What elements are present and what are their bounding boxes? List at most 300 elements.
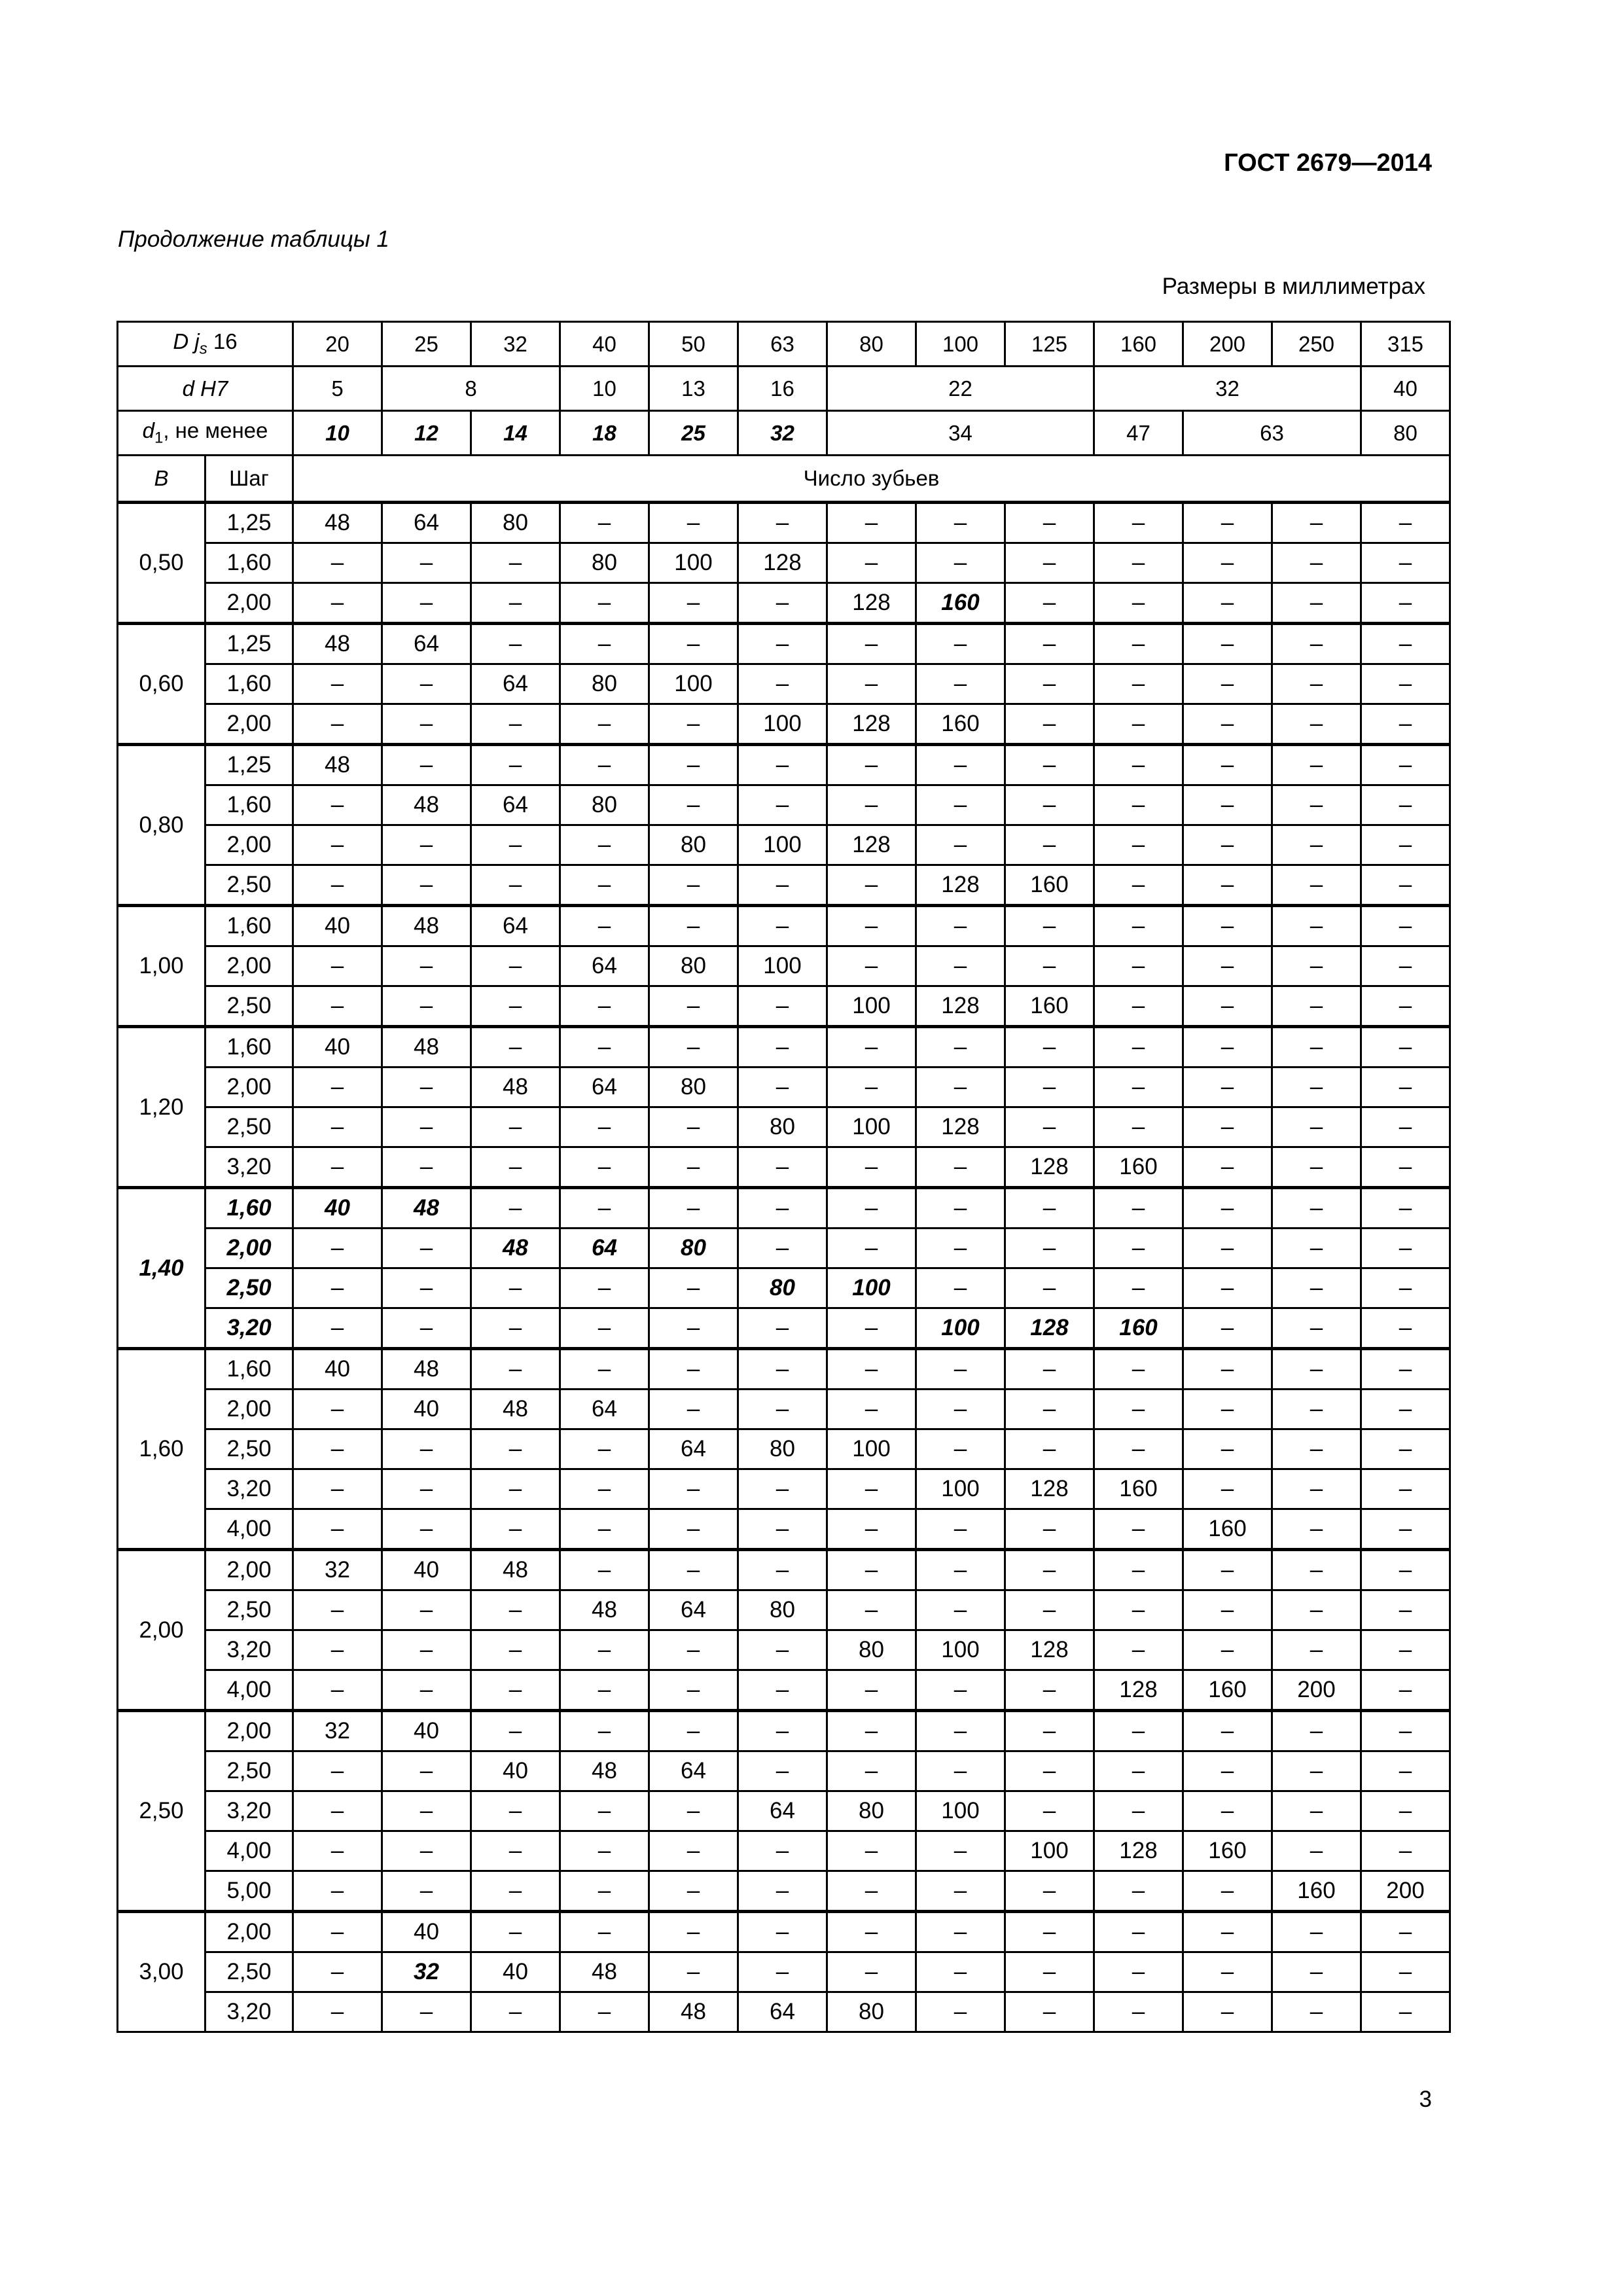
teeth-count-cell: – [1094, 906, 1183, 946]
teeth-count-cell: 48 [382, 906, 471, 946]
teeth-count-cell: – [649, 1670, 738, 1711]
teeth-count-cell: – [293, 1469, 382, 1509]
teeth-count-cell: 100 [738, 946, 827, 986]
teeth-count-cell: – [382, 1590, 471, 1630]
teeth-count-cell: – [1361, 1390, 1450, 1429]
teeth-count-cell: – [1361, 986, 1450, 1027]
teeth-count-cell: – [1272, 1027, 1361, 1067]
teeth-count-cell: – [1005, 1871, 1094, 1912]
teeth-count-cell: 64 [471, 906, 560, 946]
teeth-count-cell: 80 [827, 1992, 916, 2032]
teeth-count-cell: – [382, 704, 471, 745]
width-cell: 1,60 [118, 1349, 205, 1550]
bore-diameter-label: d H7 [118, 367, 293, 411]
teeth-count-cell: – [1272, 1831, 1361, 1871]
table-continuation-title: Продолжение таблицы 1 [118, 226, 389, 252]
step-cell: 1,60 [205, 664, 293, 704]
table-row [118, 664, 1450, 704]
teeth-count-cell: – [1183, 1390, 1272, 1429]
teeth-count-cell: – [382, 1751, 471, 1791]
table-row [118, 1670, 1450, 1711]
teeth-count-cell: – [738, 1229, 827, 1268]
teeth-count-cell: – [827, 1027, 916, 1067]
teeth-count-cell: – [1272, 1992, 1361, 2032]
teeth-count-cell: – [471, 1912, 560, 1952]
teeth-count-cell: 80 [471, 503, 560, 543]
teeth-count-cell: 128 [916, 865, 1005, 906]
teeth-count-cell: – [471, 946, 560, 986]
teeth-count-cell: – [471, 1308, 560, 1349]
teeth-count-cell: – [738, 1670, 827, 1711]
bore-diameter-value: 32 [1094, 367, 1361, 411]
teeth-count-cell: – [560, 1630, 649, 1670]
teeth-count-cell: – [471, 624, 560, 664]
teeth-count-cell: – [1361, 624, 1450, 664]
teeth-count-cell: – [1094, 664, 1183, 704]
teeth-count-cell: – [827, 1390, 916, 1429]
teeth-count-cell: 160 [1183, 1831, 1272, 1871]
teeth-count-cell: – [382, 745, 471, 785]
header-row-labels [118, 456, 1450, 503]
teeth-count-cell: – [649, 583, 738, 624]
teeth-count-cell: – [1005, 745, 1094, 785]
table-row [118, 1791, 1450, 1831]
teeth-count-cell: – [649, 865, 738, 906]
teeth-count-cell: – [649, 1469, 738, 1509]
teeth-count-cell: – [649, 1107, 738, 1147]
teeth-count-cell: – [738, 1550, 827, 1590]
teeth-count-cell: 128 [1094, 1831, 1183, 1871]
teeth-count-cell: 64 [471, 785, 560, 825]
teeth-count-cell: – [293, 1751, 382, 1791]
teeth-count-cell: – [293, 1590, 382, 1630]
teeth-count-cell: – [827, 543, 916, 583]
teeth-count-cell: – [1183, 1268, 1272, 1308]
teeth-count-cell: – [649, 1308, 738, 1349]
teeth-count-cell: 100 [649, 543, 738, 583]
teeth-count-cell: – [916, 1147, 1005, 1188]
teeth-count-cell: 80 [827, 1630, 916, 1670]
teeth-count-cell: 100 [827, 1268, 916, 1308]
teeth-count-cell: – [471, 1188, 560, 1229]
teeth-count-cell: – [1361, 704, 1450, 745]
teeth-count-cell: 64 [738, 1992, 827, 2032]
teeth-count-cell: 48 [471, 1067, 560, 1107]
step-cell: 1,25 [205, 503, 293, 543]
teeth-count-cell: – [738, 1751, 827, 1791]
teeth-count-cell: – [1005, 1390, 1094, 1429]
teeth-count-cell: – [382, 1509, 471, 1550]
teeth-count-cell: – [649, 986, 738, 1027]
teeth-count-cell: – [293, 664, 382, 704]
teeth-count-cell: – [560, 865, 649, 906]
teeth-count-cell: – [1272, 906, 1361, 946]
teeth-count-cell: 160 [1005, 865, 1094, 906]
teeth-count-cell: – [1183, 503, 1272, 543]
teeth-count-cell: 48 [293, 745, 382, 785]
teeth-count-cell: 160 [1183, 1670, 1272, 1711]
teeth-count-cell: 160 [1272, 1871, 1361, 1912]
teeth-count-cell: – [1183, 1912, 1272, 1952]
teeth-count-cell: – [1005, 785, 1094, 825]
teeth-count-cell: 48 [471, 1229, 560, 1268]
teeth-count-cell: 160 [1094, 1308, 1183, 1349]
teeth-count-cell: 64 [560, 1229, 649, 1268]
table-row [118, 543, 1450, 583]
teeth-count-cell: – [738, 1469, 827, 1509]
teeth-count-cell: – [382, 1229, 471, 1268]
teeth-count-cell: – [293, 704, 382, 745]
bore-diameter-value: 22 [827, 367, 1094, 411]
teeth-count-cell: – [560, 1871, 649, 1912]
step-cell: 2,00 [205, 1912, 293, 1952]
outer-diameter-label: D $j_s$ 16 [118, 322, 293, 367]
teeth-count-cell: 128 [827, 704, 916, 745]
teeth-count-cell: – [471, 986, 560, 1027]
outer-diameter-value: 40 [560, 322, 649, 367]
table-row [118, 1550, 1450, 1590]
teeth-count-cell: – [382, 1871, 471, 1912]
teeth-count-cell: – [471, 543, 560, 583]
teeth-count-cell: 48 [382, 785, 471, 825]
teeth-count-cell: – [1361, 1992, 1450, 2032]
step-cell: 1,60 [205, 785, 293, 825]
teeth-count-cell: 48 [649, 1992, 738, 2032]
teeth-count-cell: – [1183, 1429, 1272, 1469]
teeth-count-cell: – [560, 1349, 649, 1390]
teeth-count-cell: 100 [738, 825, 827, 865]
teeth-count-cell: – [560, 503, 649, 543]
teeth-count-cell: – [1272, 1268, 1361, 1308]
hub-diameter-value: 18 [560, 411, 649, 456]
teeth-count-cell: 40 [471, 1952, 560, 1992]
teeth-count-cell: – [471, 1630, 560, 1670]
width-group [118, 1550, 1450, 1711]
teeth-count-cell: – [1183, 583, 1272, 624]
teeth-count-cell: – [1183, 1751, 1272, 1791]
teeth-count-cell: – [471, 825, 560, 865]
teeth-count-cell: 64 [649, 1590, 738, 1630]
width-cell: 0,80 [118, 745, 205, 906]
teeth-count-cell: – [1094, 1590, 1183, 1630]
teeth-count-cell: – [1094, 1268, 1183, 1308]
outer-diameter-value: 25 [382, 322, 471, 367]
hub-diameter-value: 80 [1361, 411, 1450, 456]
teeth-count-cell: – [471, 1349, 560, 1390]
table-row [118, 865, 1450, 906]
teeth-count-cell: – [738, 1630, 827, 1670]
teeth-count-cell: – [382, 1831, 471, 1871]
teeth-count-cell: – [1272, 1630, 1361, 1670]
table-row [118, 1952, 1450, 1992]
teeth-count-cell: – [1183, 1308, 1272, 1349]
outer-diameter-value: 200 [1183, 322, 1272, 367]
outer-diameter-value: 100 [916, 322, 1005, 367]
teeth-count-cell: – [1272, 825, 1361, 865]
teeth-count-cell: – [1005, 704, 1094, 745]
teeth-count-cell: 100 [827, 1429, 916, 1469]
step-cell: 3,20 [205, 1791, 293, 1831]
teeth-count-cell: 64 [649, 1751, 738, 1791]
teeth-count-cell: – [1183, 745, 1272, 785]
teeth-count-cell: – [738, 1147, 827, 1188]
teeth-count-cell: – [1094, 1188, 1183, 1229]
teeth-count-cell: – [827, 1952, 916, 1992]
teeth-count-cell: – [1183, 825, 1272, 865]
teeth-count-cell: 80 [560, 785, 649, 825]
teeth-count-cell: – [827, 1550, 916, 1590]
teeth-count-cell: – [1094, 503, 1183, 543]
teeth-count-cell: – [1361, 1308, 1450, 1349]
teeth-count-cell: 48 [293, 503, 382, 543]
teeth-count-cell: – [293, 946, 382, 986]
teeth-count-cell: – [1094, 865, 1183, 906]
table-row [118, 1509, 1450, 1550]
teeth-count-cell: – [738, 503, 827, 543]
bore-diameter-value: 16 [738, 367, 827, 411]
teeth-count-cell: – [382, 1268, 471, 1308]
table-row [118, 1751, 1450, 1791]
teeth-count-cell: – [738, 986, 827, 1027]
teeth-count-cell: – [1005, 1349, 1094, 1390]
teeth-count-cell: – [382, 1469, 471, 1509]
teeth-count-cell: – [1272, 583, 1361, 624]
table-row [118, 1831, 1450, 1871]
teeth-count-cell: – [1272, 664, 1361, 704]
teeth-count-cell: – [916, 543, 1005, 583]
teeth-count-cell: – [560, 1268, 649, 1308]
teeth-count-cell: – [293, 1791, 382, 1831]
teeth-count-cell: – [1005, 1509, 1094, 1550]
table-row [118, 1871, 1450, 1912]
teeth-count-cell: – [293, 785, 382, 825]
teeth-count-cell: – [1272, 1349, 1361, 1390]
teeth-count-cell: 160 [1094, 1469, 1183, 1509]
teeth-count-cell: 48 [560, 1751, 649, 1791]
teeth-count-cell: 32 [293, 1711, 382, 1751]
table-row [118, 1067, 1450, 1107]
bore-diameter-value: 10 [560, 367, 649, 411]
teeth-count-cell: – [382, 1630, 471, 1670]
step-cell: 2,50 [205, 865, 293, 906]
step-cell: 4,00 [205, 1670, 293, 1711]
teeth-count-cell: – [293, 1509, 382, 1550]
teeth-count-cell: – [916, 1952, 1005, 1992]
teeth-count-cell: – [1183, 543, 1272, 583]
width-group [118, 1349, 1450, 1550]
teeth-count-cell: 128 [1005, 1308, 1094, 1349]
teeth-count-cell: – [916, 1831, 1005, 1871]
step-cell: 3,20 [205, 1469, 293, 1509]
teeth-count-cell: – [649, 1027, 738, 1067]
teeth-count-cell: – [560, 1711, 649, 1751]
teeth-count-cell: – [382, 1147, 471, 1188]
teeth-count-cell: – [649, 745, 738, 785]
teeth-count-cell: – [649, 704, 738, 745]
teeth-count-cell: 48 [560, 1952, 649, 1992]
teeth-count-cell: – [1183, 865, 1272, 906]
teeth-count-cell: – [1272, 1067, 1361, 1107]
teeth-count-cell: – [293, 1229, 382, 1268]
step-cell: 1,60 [205, 543, 293, 583]
teeth-count-cell: – [649, 1390, 738, 1429]
teeth-count-cell: – [1005, 1429, 1094, 1469]
teeth-count-cell: – [916, 825, 1005, 865]
table-row [118, 503, 1450, 543]
teeth-count-cell: 160 [1094, 1147, 1183, 1188]
teeth-count-cell: – [1272, 1711, 1361, 1751]
teeth-count-cell: – [1183, 1027, 1272, 1067]
teeth-count-cell: – [1361, 1107, 1450, 1147]
teeth-count-cell: – [738, 1349, 827, 1390]
width-group [118, 503, 1450, 624]
teeth-count-cell: – [738, 1871, 827, 1912]
teeth-count-cell: – [916, 624, 1005, 664]
table-row [118, 1349, 1450, 1390]
teeth-count-cell: 128 [1005, 1469, 1094, 1509]
teeth-count-cell: – [1094, 1349, 1183, 1390]
document-code: ГОСТ 2679—2014 [1224, 149, 1432, 177]
width-column-header: B [118, 456, 205, 503]
teeth-count-cell: – [649, 1268, 738, 1308]
step-cell: 2,50 [205, 1107, 293, 1147]
teeth-count-cell: – [293, 1952, 382, 1992]
teeth-count-cell: – [1094, 1107, 1183, 1147]
teeth-count-cell: – [1361, 1429, 1450, 1469]
teeth-count-cell: – [1005, 946, 1094, 986]
teeth-count-cell: – [560, 906, 649, 946]
teeth-count-cell: 40 [471, 1751, 560, 1791]
teeth-count-cell: – [1361, 664, 1450, 704]
table-row [118, 745, 1450, 785]
teeth-count-cell: – [1361, 1912, 1450, 1952]
teeth-count-cell: – [560, 1670, 649, 1711]
teeth-count-cell: 100 [1005, 1831, 1094, 1871]
teeth-count-cell: – [649, 1147, 738, 1188]
teeth-count-cell: – [1094, 1390, 1183, 1429]
table-row [118, 1992, 1450, 2032]
teeth-count-cell: – [1094, 785, 1183, 825]
teeth-count-cell: 64 [382, 503, 471, 543]
teeth-count-cell: – [471, 1670, 560, 1711]
teeth-count-cell: – [649, 1550, 738, 1590]
teeth-count-cell: – [916, 1912, 1005, 1952]
table-row [118, 1107, 1450, 1147]
teeth-count-cell: 100 [827, 986, 916, 1027]
teeth-count-cell: – [1272, 1912, 1361, 1952]
teeth-count-cell: – [1272, 986, 1361, 1027]
teeth-count-cell: – [560, 986, 649, 1027]
teeth-count-cell: – [1005, 503, 1094, 543]
teeth-count-cell: – [382, 865, 471, 906]
teeth-count-cell: 64 [560, 1390, 649, 1429]
teeth-count-cell: – [1361, 1630, 1450, 1670]
hub-diameter-value: 14 [471, 411, 560, 456]
teeth-count-cell: 200 [1361, 1871, 1450, 1912]
teeth-count-cell: 40 [293, 1027, 382, 1067]
teeth-count-cell: 64 [738, 1791, 827, 1831]
teeth-count-cell: – [649, 503, 738, 543]
bore-diameter-value: 5 [293, 367, 382, 411]
teeth-count-cell: – [1361, 1952, 1450, 1992]
teeth-count-cell: – [916, 1871, 1005, 1912]
teeth-count-cell: – [738, 1952, 827, 1992]
teeth-count-cell: – [649, 624, 738, 664]
width-group [118, 1027, 1450, 1188]
teeth-count-cell: – [738, 785, 827, 825]
teeth-count-cell: – [1272, 1952, 1361, 1992]
teeth-count-cell: – [1361, 1469, 1450, 1509]
teeth-count-cell: – [471, 1107, 560, 1147]
outer-diameter-value: 250 [1272, 322, 1361, 367]
teeth-count-cell: – [916, 1188, 1005, 1229]
teeth-count-cell: – [560, 1429, 649, 1469]
teeth-count-cell: – [916, 906, 1005, 946]
teeth-count-cell: – [916, 745, 1005, 785]
teeth-count-cell: – [827, 946, 916, 986]
teeth-count-cell: – [560, 1107, 649, 1147]
step-cell: 2,00 [205, 1067, 293, 1107]
teeth-count-cell: – [916, 1390, 1005, 1429]
table-row [118, 1912, 1450, 1952]
table-row [118, 1268, 1450, 1308]
step-cell: 1,60 [205, 1027, 293, 1067]
teeth-count-cell: – [1183, 1229, 1272, 1268]
step-cell: 2,00 [205, 825, 293, 865]
teeth-count-cell: – [916, 1429, 1005, 1469]
teeth-count-cell: 80 [560, 664, 649, 704]
step-cell: 2,00 [205, 946, 293, 986]
teeth-count-cell: – [560, 745, 649, 785]
teeth-count-cell: – [1005, 1229, 1094, 1268]
teeth-count-cell: – [738, 1912, 827, 1952]
teeth-count-cell: 100 [649, 664, 738, 704]
teeth-count-cell: 80 [649, 1229, 738, 1268]
hub-diameter-value: 47 [1094, 411, 1183, 456]
teeth-count-cell: – [649, 1912, 738, 1952]
teeth-count-cell: – [1361, 1027, 1450, 1067]
teeth-count-cell: – [471, 583, 560, 624]
teeth-count-cell: 80 [649, 1067, 738, 1107]
step-cell: 5,00 [205, 1871, 293, 1912]
outer-diameter-value: 20 [293, 322, 382, 367]
teeth-count-cell: – [471, 1992, 560, 2032]
teeth-count-cell: – [827, 1751, 916, 1791]
table-row [118, 986, 1450, 1027]
teeth-count-cell: 128 [827, 825, 916, 865]
teeth-count-cell: – [1094, 1992, 1183, 2032]
teeth-count-cell: – [293, 1067, 382, 1107]
gear-teeth-table [116, 321, 1451, 2033]
teeth-count-cell: – [293, 986, 382, 1027]
teeth-count-cell: 80 [649, 825, 738, 865]
table-row [118, 624, 1450, 664]
teeth-count-cell: – [560, 1188, 649, 1229]
teeth-count-cell: 48 [293, 624, 382, 664]
teeth-count-cell: – [649, 1711, 738, 1751]
teeth-count-cell: – [1272, 1550, 1361, 1590]
teeth-count-cell: – [1272, 946, 1361, 986]
table-row [118, 825, 1450, 865]
teeth-count-cell: – [382, 583, 471, 624]
teeth-count-cell: – [1094, 583, 1183, 624]
teeth-count-cell: – [1361, 1067, 1450, 1107]
teeth-count-cell: – [560, 1831, 649, 1871]
step-cell: 3,20 [205, 1147, 293, 1188]
teeth-count-cell: – [649, 1831, 738, 1871]
units-note: Размеры в миллиметрах [1162, 274, 1425, 299]
teeth-count-cell: – [1005, 1550, 1094, 1590]
